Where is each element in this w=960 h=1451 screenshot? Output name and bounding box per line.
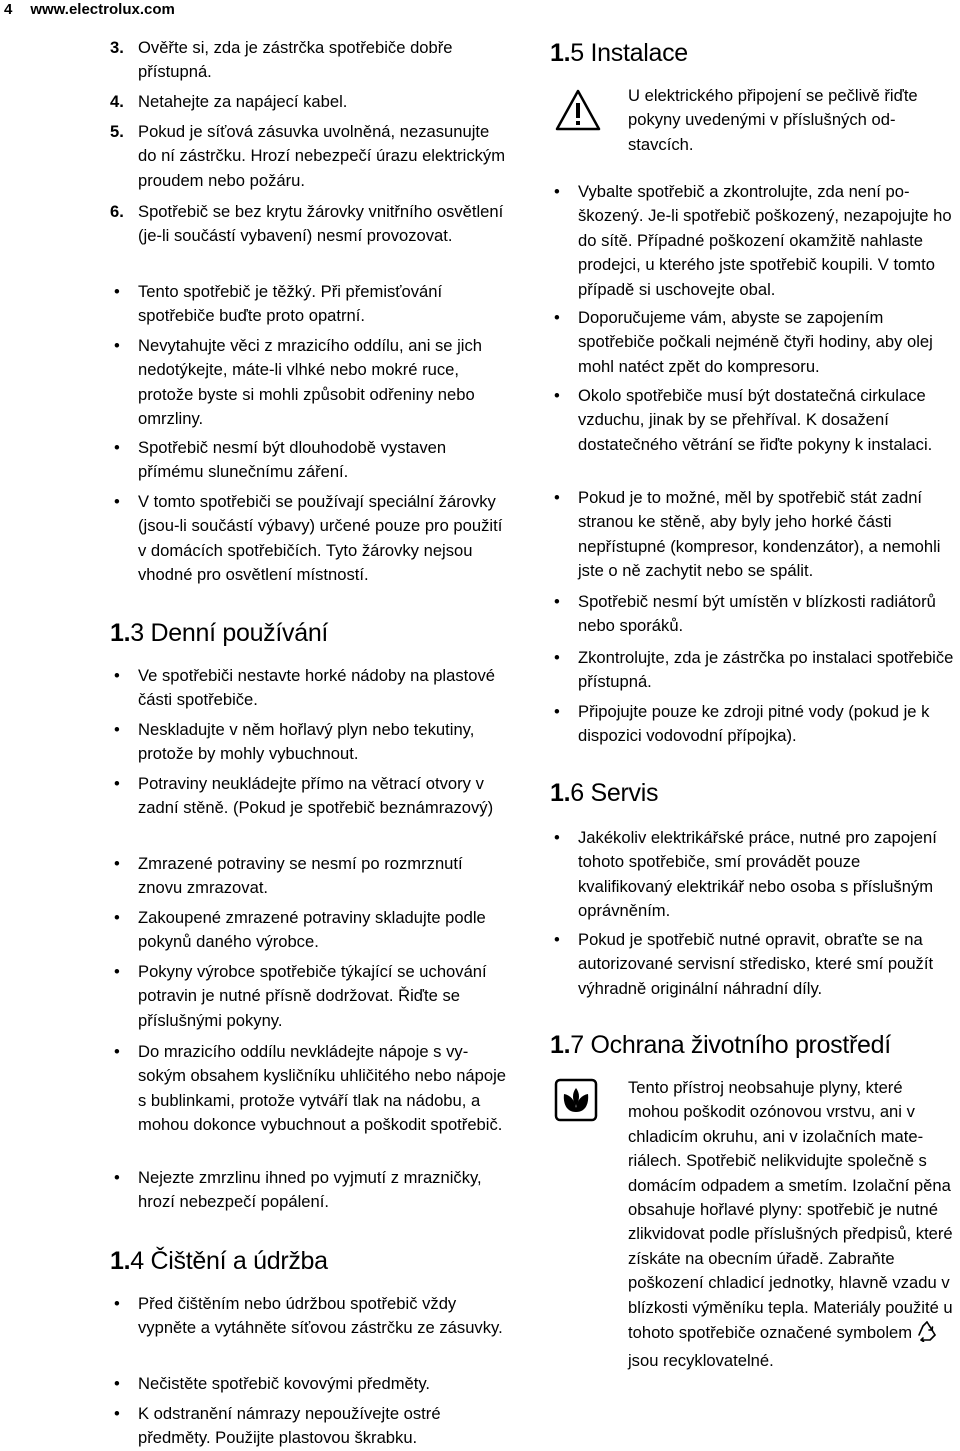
list-item: • Nejezte zmrzlinu ihned po vyjmutí z mrazničky, hrozí nebezpečí popálení. — [110, 1166, 510, 1215]
list-item: • Tento spotřebič je těžký. Při přemisťování spotřebiče buďte proto opatrní. — [110, 280, 510, 329]
list-item: • Spotřebič nesmí být dlouhodobě vystaven přímému slunečnímu záření. — [110, 436, 510, 485]
list-item: • V tomto spotřebiči se používají speciální žárovky (jsou-li součástí výbavy) určené pouze pro použití v domácích spotřebičích. Tyto žárovky nejsou vhodné pro osvětlení místností. — [110, 490, 510, 588]
page-header — [4, 0, 175, 20]
list-item: • Jakékoliv elektrikářské práce, nutné pro zapojení tohoto spotřebiče, smí provádět pouze kvalifikovaný elektrikář nebo osoba s příslušným oprávněním. — [550, 826, 955, 924]
recycle-icon — [916, 1320, 938, 1349]
list-item: • Nevytahujte věci z mrazicího oddílu, ani se jich nedotýkejte, máte-li vlhké nebo mokré ruce, protože byste si mohli způsobit odřeniny nebo omrzliny. — [110, 334, 510, 432]
list-item: 6. Spotřebič se bez krytu žárovky vnitřního osvětlení (je-li součástí vybavení) nesmí provozovat. — [110, 200, 510, 249]
section-heading-installation: 1.5 Instalace — [550, 39, 688, 67]
list-item: • Zmrazené potraviny se nesmí po rozmrznutí znovu zmrazovat. — [110, 852, 510, 901]
site-url: www.electrolux.com — [30, 1, 175, 18]
warning-note: U elektrického připojení se pečlivě řiďte pokyny uvedenými v příslušných odstavcích. — [628, 86, 918, 154]
list-item: • Doporučujeme vám, abyste se zapojením spotřebiče počkali nejméně čtyři hodiny, aby olej mohl natéct zpět do kompresoru. — [550, 306, 955, 379]
list-item: • Okolo spotřebiče musí být dostatečná cirkulace vzduchu, jinak by se přehříval. K dosažení dostatečného větrání se řiďte pokyny k instalaci. — [550, 384, 955, 457]
list-item: • Pokud je spotřebič nutné opravit, obraťte se na autorizované servisní středisko, které smí použít výhradně originální náhradní díly. — [550, 928, 955, 1001]
list-item: • Ve spotřebiči nestavte horké nádoby na plastové části spotřebiče. — [110, 664, 510, 713]
list-item: • Potraviny neukládejte přímo na větrací otvory v zadní stěně. (Pokud je spotřebič beznámrazový) — [110, 772, 510, 821]
list-item: • Zakoupené zmrazené potraviny skladujte podle pokynů daného výrobce. — [110, 906, 510, 955]
list-item: • Nečistěte spotřebič kovovými předměty. — [110, 1372, 510, 1396]
page-number: 4 — [4, 1, 13, 18]
list-item: • Spotřebič nesmí být umístěn v blízkosti radiátorů nebo sporáků. — [550, 590, 955, 639]
list-item: • Pokyny výrobce spotřebiče týkající se uchování potravin je nutné přísně dodržovat. Řiďte se příslušnými pokyny. — [110, 960, 510, 1033]
list-item: 5. Pokud je síťová zásuvka uvolněná, nezasunujte do ní zástrčku. Hrozí nebezpečí úrazu elektrickým proudem nebo požáru. — [110, 120, 510, 193]
environment-leaf-icon — [554, 1078, 598, 1122]
section-heading-environment: 1.7 Ochrana životního prostředí — [550, 1031, 891, 1059]
list-item: • Před čištěním nebo údržbou spotřebič vždy vypněte a vytáhněte síťovou zástrčku ze zásuvky. — [110, 1292, 510, 1341]
list-item: • Do mrazicího oddílu nevkládejte nápoje s vysokým obsahem kysličníku uhličitého nebo nápoje s bublinkami, protože vytváří tlak na nádobu, a mohou dokonce vybuchnout a poškodit spotřebič. — [110, 1040, 510, 1138]
list-item: • Neskladujte v něm hořlavý plyn nebo tekutiny, protože by mohly vybuchnout. — [110, 718, 510, 767]
list-item: • Vybalte spotřebič a zkontrolujte, zda není poškozený. Je-li spotřebič poškozený, nezapojujte ho do sítě. Případné poškození okamžitě nahlaste prodejci, u kterého jste spotřebič koupili. V tomto případě si uschovejte obal. — [550, 180, 955, 302]
list-item: • Zkontrolujte, zda je zástrčka po instalaci spotřebiče přístupná. — [550, 646, 955, 695]
list-item: 4. Netahejte za napájecí kabel. — [110, 90, 510, 114]
warning-triangle-icon — [554, 88, 602, 132]
list-item: 3. Ověřte si, zda je zástrčka spotřebiče dobře přístupná. — [110, 36, 510, 85]
list-item: • Pokud je to možné, měl by spotřebič stát zadní stranou ke stěně, aby byly jeho horké části nepřístupné (kompresor, kondenzátor), a nemohli jste o ně zachytit nebo se spálit. — [550, 486, 955, 584]
section-heading-service: 1.6 Servis — [550, 779, 659, 807]
list-item: • Připojujte pouze ke zdroji pitné vody (pokud je k dispozici vodovodní přípojka). — [550, 700, 955, 749]
section-heading-cleaning: 1.4 Čištění a údržba — [110, 1247, 328, 1275]
section-heading-daily-use: 1.3 Denní používání — [110, 619, 329, 647]
environment-note: Tento přístroj neobsahuje plyny, které mohou poškodit ozónovou vrstvu, ani v chladicím okruhu, ani v izolačních materiálech. Spotřebič nelikvidujte společně s domácím odpadem a smetím. Izolační pěna obsahuje hořlavé plyny: spotřebič je nutné zlikvidovat podle příslušných předpisů, které získáte na obecním úřadě. Zabraňte poškození chladicí jednotky, hlavně vzadu v blízkosti výměníku tepla. Materiály použité u tohoto spotřebiče označené symbolem jsou recyklovatelné. — [628, 1078, 953, 1371]
list-item: • K odstranění námrazy nepoužívejte ostré předměty. Použijte plastovou škrabku. — [110, 1402, 510, 1451]
